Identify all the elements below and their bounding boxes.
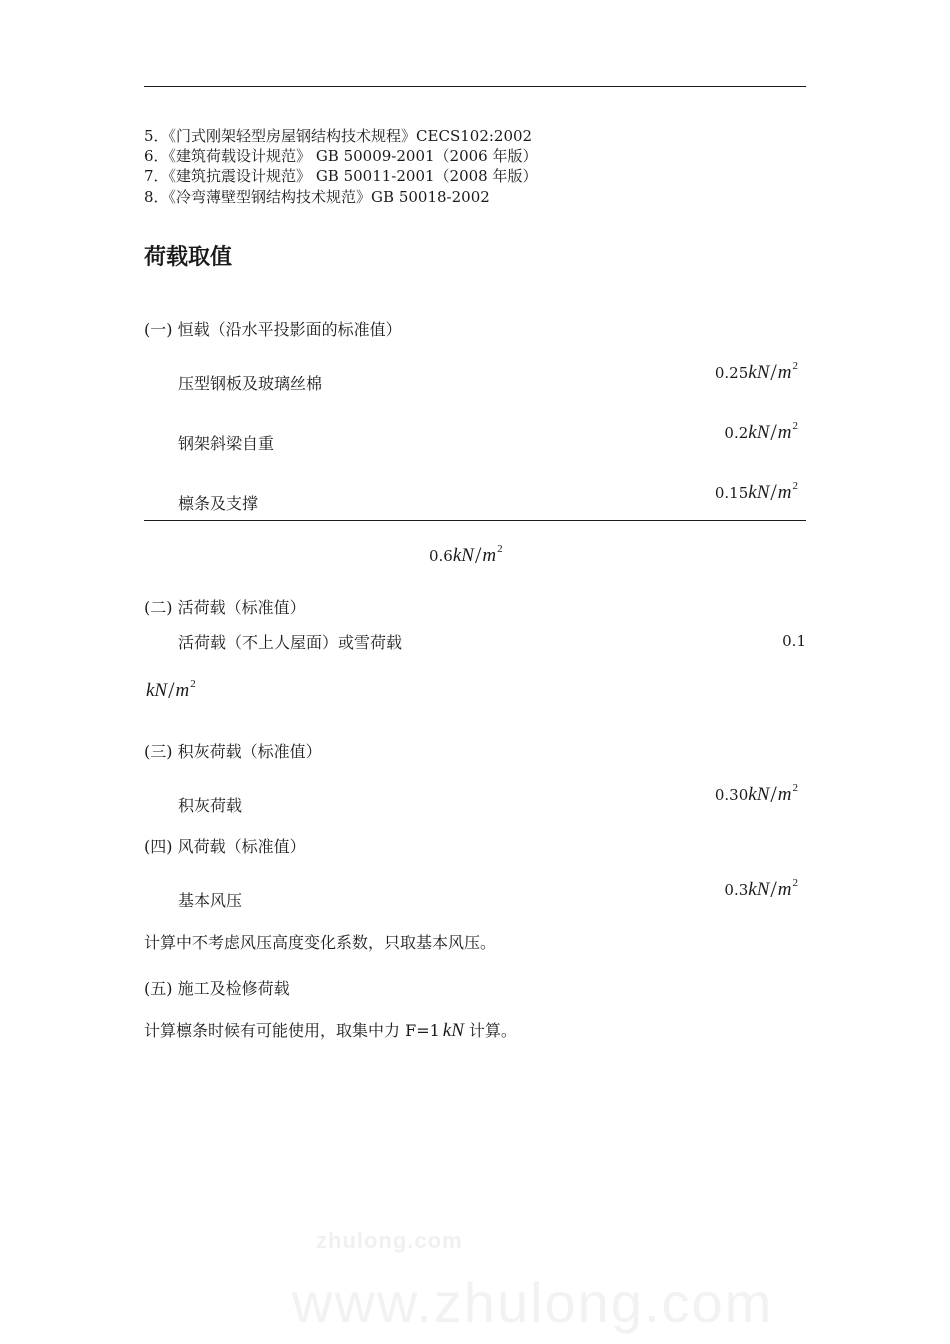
reference-item-5: 5．《门式刚架轻型房屋钢结构技术规程》CECS102:2002 (144, 127, 533, 145)
live-load-title: (二) 活荷载（标准值） (144, 598, 306, 617)
watermark-small: zhulong.com (316, 1228, 463, 1253)
sum-rule (144, 520, 806, 521)
dead-item-value: $0.25kN/m^2$ (714, 360, 798, 385)
wind-load-title: (四) 风荷载（标准值） (144, 837, 306, 856)
wind-load-value: $0.3kN/m^2$ (724, 877, 798, 902)
unit-formula: $kN/m^2$ (748, 420, 798, 445)
unit-formula: $kN/m^2$ (452, 543, 503, 568)
reference-item-8: 8．《冷弯薄壁型钢结构技术规范》GB 50018-2002 (144, 188, 490, 206)
unit-formula: $kN/m^2$ (748, 480, 798, 505)
live-load-unit: $kN/m^2$ (146, 678, 196, 703)
dead-item-value: $0.2kN/m^2$ (724, 420, 798, 445)
wind-load-note: 计算中不考虑风压高度变化系数，只取基本风压。 (144, 933, 497, 952)
construction-load-note: 计算檩条时候有可能使用，取集中力 F=1 kN 计算。 (144, 1020, 517, 1041)
wind-load-label: 基本风压 (178, 891, 243, 910)
unit-formula: $kN/m^2$ (748, 877, 798, 902)
live-load-value: 0.1 (782, 632, 806, 650)
dead-load-total: $0.6kN/m^2$ (429, 543, 503, 568)
dead-item-value: $0.15kN/m^2$ (714, 480, 798, 505)
dead-load-title: (一) 恒载（沿水平投影面的标准值） (144, 320, 402, 339)
unit-formula: $kN/m^2$ (748, 782, 798, 807)
reference-item-6: 6．《建筑荷载设计规范》 GB 50009-2001（2006 年版） (144, 147, 538, 165)
ash-load-label: 积灰荷载 (178, 796, 243, 815)
header-rule (144, 86, 806, 87)
construction-load-title: (五) 施工及检修荷载 (144, 979, 290, 998)
ash-load-title: (三) 积灰荷载（标准值） (144, 742, 322, 761)
live-load-label: 活荷载（不上人屋面）或雪荷载 (178, 633, 403, 652)
ash-load-value: $0.30kN/m^2$ (714, 782, 798, 807)
section-heading: 荷载取值 (144, 245, 233, 270)
unit-kn: kN (442, 1020, 464, 1041)
reference-item-7: 7．《建筑抗震设计规范》 GB 50011-2001（2008 年版） (144, 167, 538, 185)
dead-item-label: 檩条及支撑 (178, 494, 259, 513)
unit-formula: $kN/m^2$ (748, 360, 798, 385)
dead-item-label: 压型钢板及玻璃丝棉 (178, 374, 323, 393)
watermark-large: www.zhulong.com (292, 1271, 774, 1334)
dead-item-label: 钢架斜梁自重 (178, 434, 275, 453)
